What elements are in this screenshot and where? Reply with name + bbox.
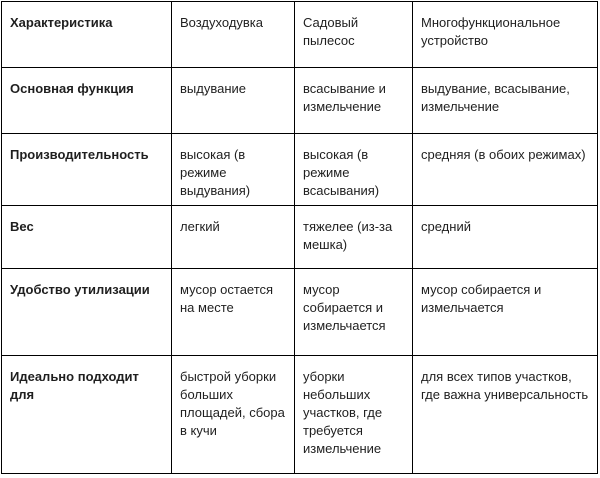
- row-label: Вес: [2, 206, 172, 269]
- table-cell: высокая (в режиме выдувания): [172, 134, 295, 206]
- table-cell: выдувание: [172, 68, 295, 134]
- row-label: Удобство утилизации: [2, 269, 172, 356]
- table-cell: мусор остается на месте: [172, 269, 295, 356]
- table-cell: средняя (в обоих режимах): [413, 134, 598, 206]
- header-garden-vacuum: Садовый пылесос: [295, 2, 413, 68]
- header-characteristic: Характеристика: [2, 2, 172, 68]
- table-cell: уборки небольших участков, где требуется измельчение: [295, 356, 413, 474]
- row-label: Идеально подходит для: [2, 356, 172, 474]
- table-row-performance: [2, 134, 598, 206]
- row-label: Производительность: [2, 134, 172, 206]
- table-cell: выдувание, всасывание, измельчение: [413, 68, 598, 134]
- table-row-main-function: [2, 68, 598, 134]
- table-header-row: [2, 2, 598, 68]
- table-cell: для всех типов участков, где важна универсальность: [413, 356, 598, 474]
- table-cell: мусор собирается и измельчается: [413, 269, 598, 356]
- header-blower: Воздуходувка: [172, 2, 295, 68]
- row-label: Основная функция: [2, 68, 172, 134]
- table-cell: тяжелее (из-за мешка): [295, 206, 413, 269]
- table-cell: быстрой уборки больших площадей, сбора в кучи: [172, 356, 295, 474]
- table-row-ideal-for: [2, 356, 598, 474]
- table-row-weight: [2, 206, 598, 269]
- table-cell: средний: [413, 206, 598, 269]
- table-row-disposal: [2, 269, 598, 356]
- table-cell: высокая (в режиме всасывания): [295, 134, 413, 206]
- comparison-table: [1, 1, 598, 474]
- header-multifunction-device: Многофункциональное устройство: [413, 2, 598, 68]
- table-cell: всасывание и измельчение: [295, 68, 413, 134]
- table-cell: мусор собирается и измельчается: [295, 269, 413, 356]
- table-cell: легкий: [172, 206, 295, 269]
